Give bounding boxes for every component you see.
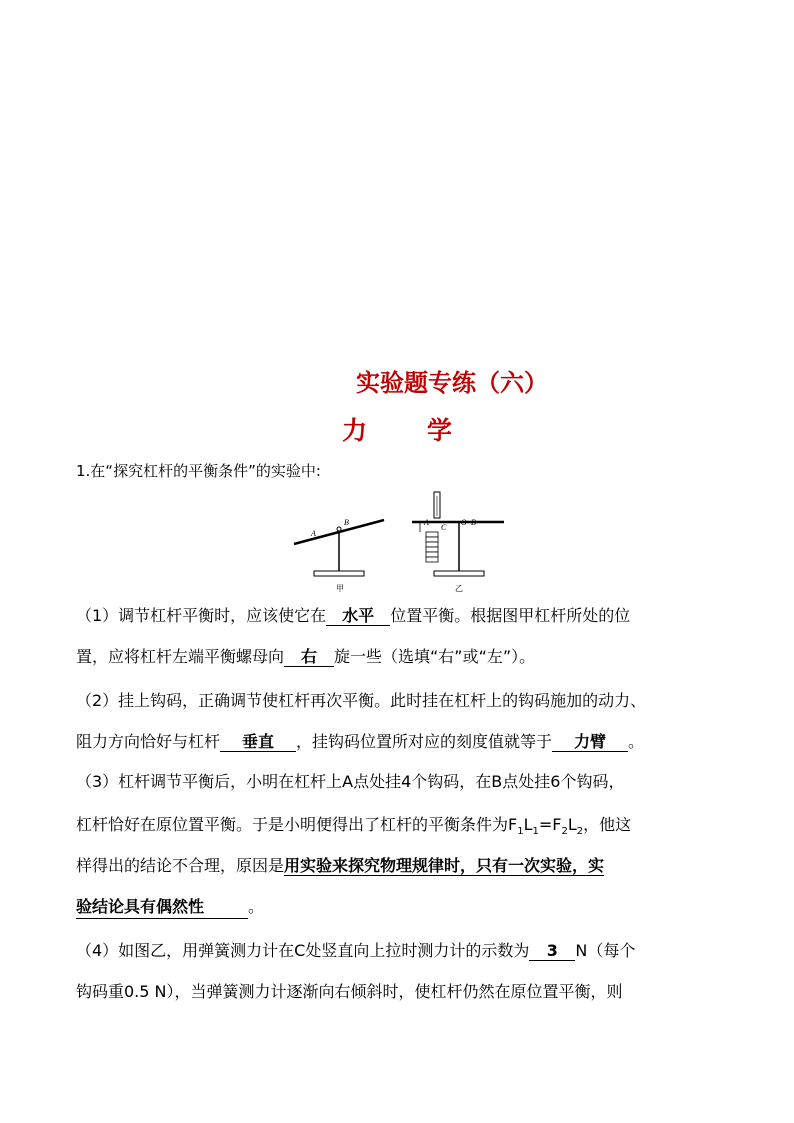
label-jia: 甲 xyxy=(336,584,344,593)
q3-line2: 杠杆恰好在原位置平衡。于是小明便得出了杠杆的平衡条件为$F_1L_1=F_2L_2$，他这 xyxy=(76,815,632,838)
subtitle-left: 力 xyxy=(341,416,367,445)
q4-line2: 钩码重0.5 N），当弹簧测力计逐渐向右倾斜时，使杠杆仍然在原位置平衡，则 xyxy=(76,982,623,1001)
point-a-label: A xyxy=(311,529,316,538)
q2-line2: 阻力方向恰好与杠杆 垂直 ，挂钩码位置所对应的刻度值就等于 力臂 。 xyxy=(76,732,645,751)
label-yi: 乙 xyxy=(455,584,463,593)
page-subtitle xyxy=(0,411,794,447)
point-b-label: B xyxy=(344,518,349,527)
answer-right: 右 xyxy=(284,648,334,667)
answer-reading: 3 xyxy=(529,942,575,961)
q4-line1: （4）如图乙，用弹簧测力计在C处竖直向上拉时测力计的示数为 3 N（每个 xyxy=(76,941,636,960)
answer-reason-part1: 用实验来探究物理规律时，只有一次实验，实 xyxy=(284,856,605,875)
answer-horizontal: 水平 xyxy=(326,607,390,626)
lever-diagram-a xyxy=(294,518,384,593)
q1-line2: 置，应将杠杆左端平衡螺母向 右 旋一些（选填“右”或“左”）。 xyxy=(76,647,536,666)
q3-line1: （3）杠杆调节平衡后，小明在杠杆上A点处挂4个钩码，在B点处挂6个钩码， xyxy=(76,772,625,791)
point-c-label: C xyxy=(441,523,447,532)
question-heading: 1.在“探究杠杆的平衡条件”的实验中: xyxy=(76,462,321,480)
q3-line3: 样得出的结论不合理，原因是用实验来探究物理规律时，只有一次实验，实 xyxy=(76,856,605,875)
q2-line1: （2）挂上钩码，正确调节使杠杆再次平衡。此时挂在杠杆上的钩码施加的动力、 xyxy=(76,691,647,710)
answer-lever-arm: 力臂 xyxy=(552,733,628,752)
point-a-label-2: A xyxy=(424,518,429,527)
lever-figure xyxy=(284,488,524,596)
page-title: 实验题专练（六） xyxy=(356,369,548,397)
point-o-label: O xyxy=(461,518,467,527)
point-b-label-2: B xyxy=(471,518,476,527)
answer-reason-part2: 验结论具有偶然性 xyxy=(76,896,248,919)
lever-diagram-b xyxy=(412,492,504,593)
q1-line1: （1）调节杠杆平衡时，应该使它在 水平 位置平衡。根据图甲杠杆所处的位 xyxy=(76,606,631,625)
answer-perpendicular: 垂直 xyxy=(220,733,296,752)
subtitle-right: 学 xyxy=(427,416,453,445)
q3-line4: 验结论具有偶然性 。 xyxy=(76,896,726,919)
